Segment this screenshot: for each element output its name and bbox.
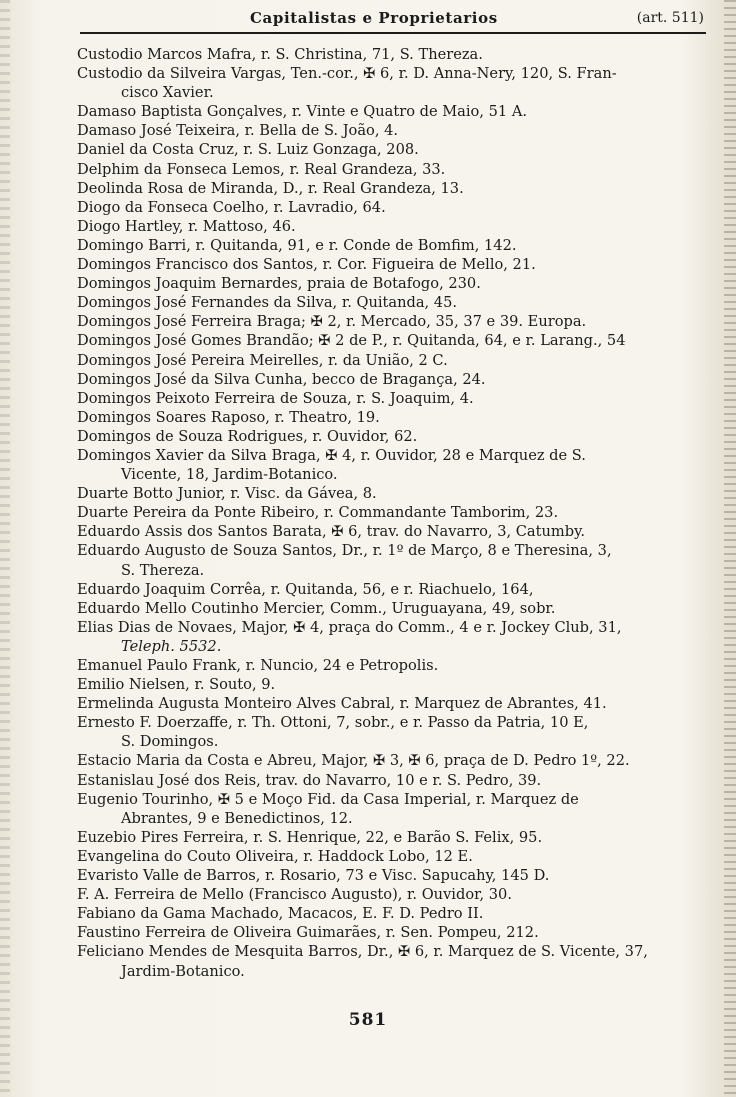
page-header-ref: (art. 511): [636, 10, 704, 26]
list-item-continuation: Abrantes, 9 e Benedictinos, 12.: [121, 809, 353, 827]
list-item: Daniel da Costa Cruz, r. S. Luiz Gonzaga, 208.: [77, 141, 419, 159]
list-item: Ernesto F. Doerzaffe, r. Th. Ottoni, 7, sobr., e r. Passo da Patria, 10 E,: [77, 714, 589, 732]
directory-list: [77, 45, 726, 981]
list-item: Estanislau José dos Reis, trav. do Navarro, 10 e r. S. Pedro, 39.: [77, 771, 542, 789]
page-header: [80, 6, 706, 34]
list-item: Domingo Barri, r. Quitanda, 91, e r. Conde de Bomfim, 142.: [77, 236, 517, 254]
list-item: Domingos José Fernandes da Silva, r. Quitanda, 45.: [77, 294, 458, 312]
list-item-continuation: Jardim-Botanico.: [121, 962, 245, 980]
list-item: Elias Dias de Novaes, Major, ✠ 4, praça do Comm., 4 e r. Jockey Club, 31,: [77, 618, 622, 636]
list-item: Domingos Peixoto Ferreira de Souza, r. S. Joaquim, 4.: [77, 389, 474, 407]
list-item-continuation: cisco Xavier.: [121, 84, 214, 102]
page-number: 581: [348, 1010, 388, 1030]
list-item-continuation: Vicente, 18, Jardim-Botanico.: [121, 466, 338, 484]
list-item: Diogo da Fonseca Coelho, r. Lavradio, 64.: [77, 198, 386, 216]
list-item: Faustino Ferreira de Oliveira Guimarães, r. Sen. Pompeu, 212.: [77, 924, 539, 942]
list-item: Domingos José da Silva Cunha, becco de Bragança, 24.: [77, 370, 486, 388]
list-item: Domingos José Gomes Brandão; ✠ 2 de P., r. Quitanda, 64, e r. Larang., 54: [77, 332, 626, 350]
list-item: Delphim da Fonseca Lemos, r. Real Grandeza, 33.: [77, 160, 446, 178]
page-left-edge: [0, 0, 10, 1097]
list-item: Damaso José Teixeira, r. Bella de S. João, 4.: [77, 122, 399, 140]
list-item: Emilio Nielsen, r. Souto, 9.: [77, 676, 276, 694]
list-item: Domingos Joaquim Bernardes, praia de Botafogo, 230.: [77, 275, 481, 293]
list-item: F. A. Ferreira de Mello (Francisco Augusto), r. Ouvidor, 30.: [77, 886, 512, 904]
list-item-continuation: S. Domingos.: [121, 733, 219, 751]
list-item: Custodio da Silveira Vargas, Ten.-cor., ✠ 6, r. D. Anna-Nery, 120, S. Fran-: [77, 65, 617, 83]
list-item: Domingos Francisco dos Santos, r. Cor. Figueira de Mello, 21.: [77, 256, 536, 274]
list-item: Fabiano da Gama Machado, Macacos, E. F. D. Pedro II.: [77, 905, 484, 923]
list-item: Custodio Marcos Mafra, r. S. Christina, 71, S. Thereza.: [77, 46, 483, 63]
list-item: Deolinda Rosa de Miranda, D., r. Real Grandeza, 13.: [77, 179, 464, 197]
list-item: Ermelinda Augusta Monteiro Alves Cabral, r. Marquez de Abrantes, 41.: [77, 695, 607, 713]
list-item: Eduardo Mello Coutinho Mercier, Comm., Uruguayana, 49, sobr.: [77, 599, 556, 617]
list-item: Domingos José Pereira Meirelles, r. da União, 2 C.: [77, 351, 448, 369]
list-item: Domingos Soares Raposo, r. Theatro, 19.: [77, 408, 380, 426]
list-item: Emanuel Paulo Frank, r. Nuncio, 24 e Petropolis.: [77, 657, 439, 674]
list-item: Eduardo Joaquim Corrêa, r. Quitanda, 56, e r. Riachuelo, 164,: [77, 580, 534, 598]
list-item: Domingos de Souza Rodrigues, r. Ouvidor, 62.: [77, 427, 418, 445]
list-item: Estacio Maria da Costa e Abreu, Major, ✠ 3, ✠ 6, praça de D. Pedro 1º, 22.: [77, 752, 630, 770]
page-header-title: Capitalistas e Proprietarios: [250, 9, 498, 27]
list-item: Domingos Xavier da Silva Braga, ✠ 4, r. Ouvidor, 28 e Marquez de S.: [77, 446, 586, 464]
list-item: Duarte Botto Junior, r. Visc. da Gávea, 8.: [77, 485, 377, 503]
list-item: Eduardo Assis dos Santos Barata, ✠ 6, trav. do Navarro, 3, Catumby.: [77, 523, 586, 541]
list-item: Domingos José Ferreira Braga; ✠ 2, r. Mercado, 35, 37 e 39. Europa.: [77, 313, 587, 331]
list-item: Feliciano Mendes de Mesquita Barros, Dr., ✠ 6, r. Marquez de S. Vicente, 37,: [77, 943, 648, 961]
list-item: Evangelina do Couto Oliveira, r. Haddock Lobo, 12 E.: [77, 847, 473, 865]
list-item: Evaristo Valle de Barros, r. Rosario, 73 e Visc. Sapucahy, 145 D.: [77, 867, 550, 885]
list-item: Duarte Pereira da Ponte Ribeiro, r. Commandante Tamborim, 23.: [77, 504, 559, 522]
list-item: Euzebio Pires Ferreira, r. S. Henrique, 22, e Barão S. Felix, 95.: [77, 828, 543, 846]
list-item-continuation: S. Thereza.: [121, 561, 205, 579]
list-item: Eugenio Tourinho, ✠ 5 e Moço Fid. da Casa Imperial, r. Marquez de: [77, 790, 579, 808]
list-item: Eduardo Augusto de Souza Santos, Dr., r. 1º de Março, 8 e Theresina, 3,: [77, 542, 612, 560]
list-item-continuation: Teleph. 5532.: [121, 637, 222, 655]
list-item: Damaso Baptista Gonçalves, r. Vinte e Quatro de Maio, 51 A.: [77, 103, 528, 121]
list-item: Diogo Hartley, r. Mattoso, 46.: [77, 217, 296, 235]
